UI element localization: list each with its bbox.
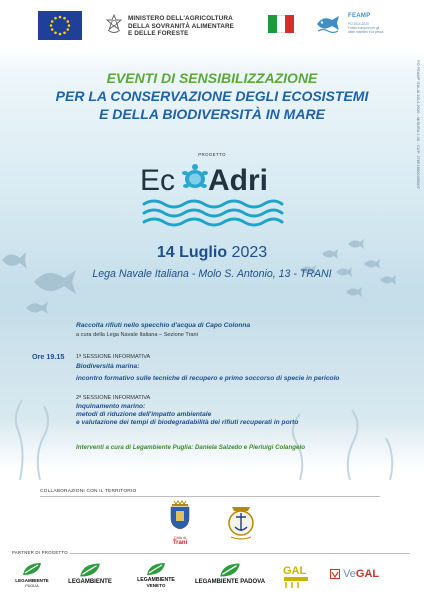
partner-label: PARTNER DI PROGETTO xyxy=(12,550,68,555)
eu-flag-icon xyxy=(38,11,82,40)
italian-flag-icon xyxy=(268,15,294,33)
ministry-line1: MINISTERO DELL'AGRICOLTURA xyxy=(128,15,233,22)
session1-label: 1ª SESSIONE INFORMATIVA xyxy=(76,354,151,360)
session2-topic: Inquinamento marino: xyxy=(76,403,146,410)
ministry-name xyxy=(128,15,258,38)
divider xyxy=(70,553,410,554)
legambiente-leaf-icon xyxy=(78,561,102,579)
title-line1: EVENTI DI SENSIBILIZZAZIONE xyxy=(106,70,318,86)
feamp-title: FEAMP xyxy=(348,13,371,19)
partner-sub: PUGLIA xyxy=(25,584,39,588)
logo-text-adri: Adri xyxy=(208,164,268,197)
trani-line1: Città di xyxy=(173,535,187,540)
program-item1-title: Raccolta rifiuti nello specchio d'acqua di Capo Colonna xyxy=(76,322,251,329)
title-line3: E DELLA BIODIVERSITÀ IN MARE xyxy=(99,106,325,122)
legambiente-leaf-icon xyxy=(21,561,43,577)
title-line2: PER LA CONSERVAZIONE DEGLI ECOSISTEMI xyxy=(55,88,369,104)
lega-navale-logo xyxy=(226,503,256,543)
turtle-icon xyxy=(182,164,208,188)
ministry-line2: DELLA SOVRANITÀ ALIMENTARE xyxy=(128,22,235,30)
event-location: Lega Navale Italiana - Molo S. Antonio, 13 - TRANI xyxy=(92,268,332,280)
ecoadri-logo xyxy=(138,158,288,230)
vegal-logo xyxy=(330,568,379,580)
vegal-ve: Ve xyxy=(343,568,356,580)
partner-legambiente-padova xyxy=(190,561,270,586)
partner-legambiente-puglia xyxy=(14,561,50,588)
feamp-sub3: affari marittimi e la pesca xyxy=(348,30,384,34)
logo-text-ec: Ec xyxy=(140,164,176,197)
header xyxy=(0,0,424,48)
program-item1-sub: a cura della Lega Navale Italiana – Sezione Trani xyxy=(76,332,198,338)
legambiente-leaf-icon xyxy=(145,561,167,577)
session2-label: 2ª SESSIONE INFORMATIVA xyxy=(76,395,151,401)
gal-label: GAL xyxy=(283,565,307,577)
session1-desc: incontro formativo sulle tecniche di recupero e primo soccorso di specie in pericolo xyxy=(76,375,340,382)
feamp-sub1: PO 2014-2020 xyxy=(348,22,369,26)
trani-logo xyxy=(166,500,194,546)
seaweed-decoration-icon xyxy=(0,380,424,480)
session1-topic: Biodiversità marina: xyxy=(76,363,140,370)
legambiente-leaf-icon xyxy=(218,561,242,579)
event-title xyxy=(0,70,424,123)
partner-name: LEGAMBIENTE xyxy=(68,579,112,585)
partner-legambiente-veneto xyxy=(130,561,182,588)
feamp-fish-icon xyxy=(315,12,343,34)
trani-crest-icon xyxy=(166,500,194,530)
progetto-label: PROGETTO xyxy=(198,152,226,157)
vegal-gal: GAL xyxy=(355,568,380,580)
italian-republic-emblem-icon xyxy=(106,14,122,34)
partner-name: LEGAMBIENTE xyxy=(137,577,175,583)
partner-name: LEGAMBIENTE xyxy=(15,578,49,583)
program-time: Ore 19.15 xyxy=(32,352,65,361)
event-day-month: 14 Luglio xyxy=(156,244,228,261)
feamp-sub2: Fondo europeo per gli xyxy=(348,26,380,30)
side-reference-text: PO FEAMP ITALIA 2014-2020 - MISURA 1.40 - CUP: J76E18000490007 xyxy=(416,60,420,189)
collab-label: COLLABORAZIONI CON IL TERRITORIO xyxy=(40,489,137,494)
event-year: 2023 xyxy=(231,244,268,261)
session2-desc1: metodi di riduzione dell'impatto ambientale xyxy=(76,411,212,418)
partner-name: LEGAMBIENTE PADOVA xyxy=(194,579,266,585)
trani-line2: Trani xyxy=(172,540,188,546)
session2-desc2: e valutazione dei tempi di biodegradabilità dei rifiuti recuperati in porto xyxy=(76,419,299,426)
speakers: Interventi a cura di Legambiente Puglia: Daniela Salzedo e Pierluigi Colangelo xyxy=(76,444,305,451)
ministry-line3: E DELLE FORESTE xyxy=(128,30,189,38)
event-date xyxy=(0,244,424,262)
waves-icon xyxy=(144,201,282,225)
feamp-subtitle xyxy=(348,22,408,34)
gal-logo xyxy=(282,562,312,590)
divider xyxy=(40,496,380,497)
lega-navale-crest-icon xyxy=(226,503,256,543)
partner-sub: VENETO xyxy=(146,583,166,588)
vegal-mark-icon xyxy=(330,569,340,579)
partner-legambiente xyxy=(62,561,118,586)
